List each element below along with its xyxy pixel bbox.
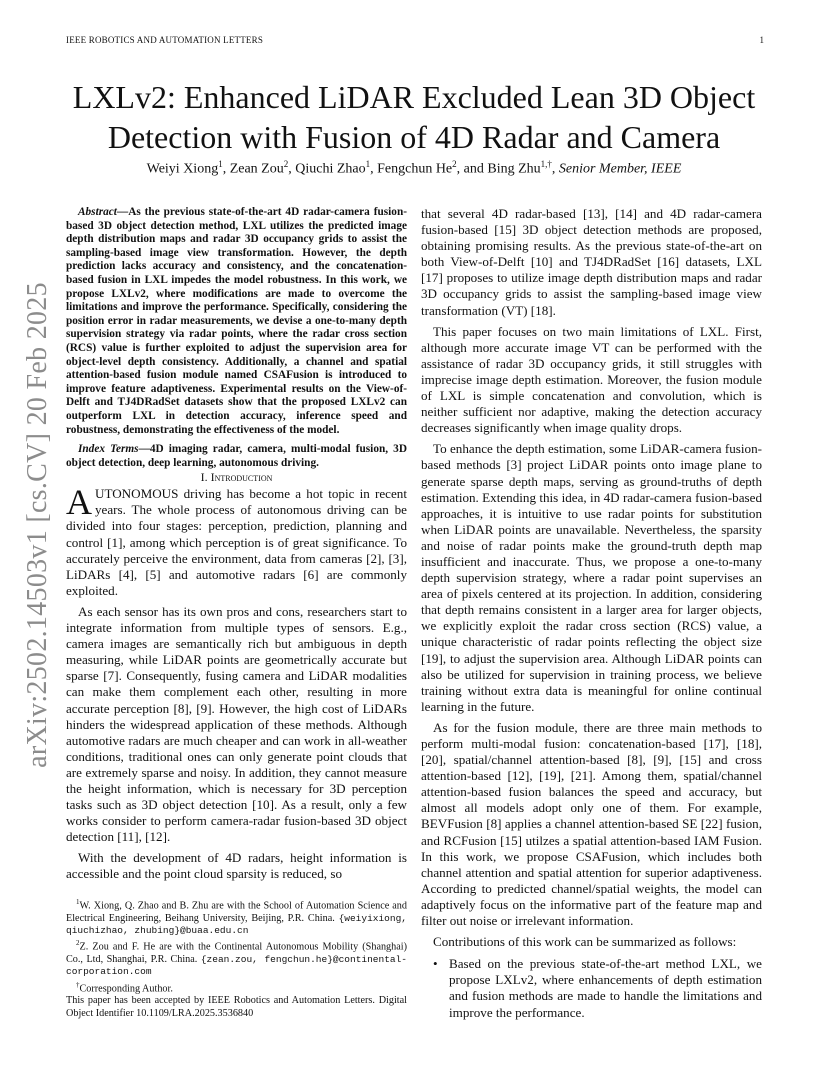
affiliation-marker: 2 bbox=[452, 159, 457, 169]
affiliation-marker: 1,† bbox=[540, 159, 552, 169]
right-column bbox=[421, 206, 762, 1021]
footnote-marker: 1 bbox=[76, 898, 80, 906]
footnote: This paper has been accepted by IEEE Robotics and Automation Letters. Digital Object Identifier 10.1109/LRA.2025.3536840 bbox=[66, 995, 407, 1019]
footnote-marker: 2 bbox=[76, 939, 80, 948]
author-name: and Bing Zhu bbox=[463, 161, 541, 177]
author-name: Qiuchi Zhao bbox=[295, 161, 366, 177]
paper-title bbox=[60, 77, 768, 157]
abstract bbox=[66, 206, 407, 437]
index-terms-text: —4D imaging radar, camera, multi-modal fusion, 3D object detection, deep learning, autonomous driving. bbox=[66, 443, 407, 469]
paragraph: With the development of 4D radars, height information is accessible and the point cloud sparsity is reduced, so bbox=[66, 850, 407, 882]
paragraph: To enhance the depth estimation, some LiDAR-camera fusion-based methods [3] project LiDAR points onto image plane to generate sparse depth maps, serving as ground-truths of depth estimation. Extending this idea, in 4D radar-camera fusion-based approaches, it is intuitive to use radar points for substitution when LiDAR points are unavailable. Nevertheless, the sparsity and noise of radar points make the ground-truth depth map insufficient and inaccurate. Thus, we propose a one-to-many depth supervision strategy, where a radar point supervises an area of pixels centered at its projection. In addition, considering that depth remains consistent in a larger area for larger objects, we explicitly exploit the radar cross section (RCS) value, a unique characteristic of radar points reflecting the object size [19], to adjust the supervision area. Although LiDAR points can also be utilized for supervision in training process, we believe training without extra data is meaningful for online continual learning in the future. bbox=[421, 441, 762, 714]
running-head: IEEE ROBOTICS AND AUTOMATION LETTERS bbox=[66, 35, 264, 45]
page-number: 1 bbox=[759, 35, 764, 45]
title-line-2: Detection with Fusion of 4D Radar and Camera bbox=[107, 119, 721, 155]
arxiv-stamp bbox=[18, 280, 58, 770]
index-terms-label: Index Terms bbox=[78, 443, 139, 456]
paragraph: As each sensor has its own pros and cons, researchers start to integrate information from multiple types of sensors. E.g., camera images are semantically rich but ambiguous in depth measuring, while LiDAR points are geometrically accurate but sparse [7]. Consequently, fusing camera and LiDAR modalities can make them complement each other, resulting in more accurate perception [8], [9]. However, the high cost of LiDARs hinders the widespread application of these methods. Although automotive radars are much cheaper and can work in all-weather conditions, traditional ones can only generate point clouds that are extremely sparse and noisy. In addition, they cannot measure the height information, which is necessary for 3D perception tasks such as 3D object detection [10]. As a result, only a few works consider to perform camera-radar fusion-based 3D object detection [11], [12]. bbox=[66, 603, 407, 845]
paragraph: This paper focuses on two main limitations of LXL. First, although more accurate image VT can be performed with the assistance of radar 3D occupancy grids, it still struggles with imprecise image depth estimation. Moreover, the fusion module of LXL is simple concatenation and convolution, which is neither sufficient nor adaptive, making the detection accuracy decreases significantly when image quality drops. bbox=[421, 323, 762, 436]
lead-word: UTONOMOUS bbox=[95, 486, 179, 502]
paragraph: that several 4D radar-based [13], [14] and 4D radar-camera fusion-based [15] 3D object detection methods are proposed, obtaining promising results. As the previous state-of-the-art on both View-of-Delft [10] and TJ4DRadSet [16] datasets, LXL [17] proposes to utilize image depth distribution maps and radar 3D occupancy grids to assist the sampling-based image view transformation (VT) [18]. bbox=[421, 206, 762, 318]
left-column bbox=[66, 206, 407, 883]
footnote-email: {zean.zou, fengchun.he}@continental-corporation.com bbox=[66, 953, 408, 978]
affiliation-marker: 2 bbox=[283, 159, 289, 169]
paragraph-text: driving has become a hot topic in recent years. The whole process of autonomous driving can be divided into four stages: perception, prediction, planning and control [1], among which perception is of great significance. To accurately perceive the environment, data from cameras [2], [3], LiDARs [4], [5] and automotive radars [6] are commonly exploited. bbox=[66, 486, 407, 598]
footnote-email: {weiyixiong, qiuchizhao, zhubing}@buaa.edu.cn bbox=[66, 912, 407, 936]
drop-cap: A bbox=[66, 482, 92, 523]
section-heading: I. Introduction bbox=[200, 470, 273, 485]
paragraph: Contributions of this work can be summarized as follows: bbox=[433, 934, 737, 950]
title-line-1: LXLv2: Enhanced LiDAR Excluded Lean 3D Object bbox=[72, 79, 756, 115]
contribution-list bbox=[421, 956, 762, 1020]
paragraph: As for the fusion module, there are three main methods to perform multi-modal fusion: concatenation-based [17], [18], [20], spatial/channel attention-based [8], [9], [15] and cross attention-based [12], [19], [21]. Among them, spatial/channel attention-based fusion balances the speed and accuracy, but almost all models adopt only one of them. For example, BEVFusion [8] applies a channel attention-based SE [22] fusion, and RCFusion [15] utilzes a spatial attention-based IAM Fusion. In this work, we propose CSAFusion, which includes both channel attention and spatial attention for superior adaptiveness. According to predicted channel/spatial weights, the model can adaptively focus on the informative part of the feature map and filter out noise or irrelevant information. bbox=[421, 719, 762, 929]
arxiv-identifier: arXiv:2502.14503v1 [cs.CV] 20 Feb 2025 bbox=[22, 282, 53, 768]
paragraph bbox=[66, 482, 407, 599]
author-name: Weiyi Xiong bbox=[146, 161, 219, 177]
footnote-marker: † bbox=[76, 980, 80, 989]
footnote-text: W. Xiong, Q. Zhao and B. Zhu are with the School of Automation Science and Electrical Engineering, Beihang University, Beijing, P.R. China. bbox=[66, 900, 407, 924]
author-name: Fengchun He bbox=[377, 161, 453, 177]
footnote-text: Corresponding Author. bbox=[79, 982, 173, 994]
author-name: Zean Zou bbox=[229, 161, 284, 177]
footnote bbox=[66, 937, 407, 978]
affiliation-marker: 1 bbox=[218, 159, 223, 169]
footnotes bbox=[66, 896, 407, 1020]
index-terms bbox=[66, 443, 407, 470]
footnote-text: Z. Zou and F. He are with the Continental Autonomous Mobility (Shanghai) Co., Ltd, Shanghai, P.R. China. bbox=[66, 941, 407, 965]
list-item: • Based on the previous state-of-the-art method LXL, we propose LXLv2, where enhancements of depth estimation and fusion methods are made to handle the limitations and improve the performance. bbox=[449, 956, 762, 1020]
author-membership: Senior Member, IEEE bbox=[558, 161, 682, 177]
abstract-label: Abstract bbox=[78, 206, 117, 218]
footnote bbox=[66, 896, 407, 937]
author-list: Weiyi Xiong$^1$, Zean Zou$^2$, Qiuchi Zhao$^1$, Fengchun He$^2$, and Bing Zhu$^{1,\dagger}$, Senior Member, IEEE bbox=[146, 159, 682, 177]
abstract-text: —As the previous state-of-the-art 4D radar-camera fusion-based 3D object detection method, LXL utilizes the predicted image depth distribution maps and radar 3D occupancy grids to assist the sampling-based image view transformation. However, the depth prediction lacks accuracy and consistency, and the concatenation-based fusion in LXL impedes the model robustness. In this work, we propose LXLv2, where modifications are made to overcome the limitations and improve the performance. Specifically, considering the position error in radar measurements, we devise a one-to-many depth supervision strategy via radar points, where the radar cross section (RCS) value is further exploited to adjust the supervision area for object-level depth consistency. Additionally, a channel and spatial attention-based fusion module named CSAFusion is introduced to improve feature adaptiveness. Experimental results on the View-of-Delft and TJ4DRadSet datasets show that the proposed LXLv2 can outperform LXL in detection accuracy, inference speed and robustness, demonstrating the effectiveness of the model. bbox=[66, 206, 407, 436]
footnote bbox=[66, 979, 407, 996]
affiliation-marker: 1 bbox=[365, 159, 371, 169]
